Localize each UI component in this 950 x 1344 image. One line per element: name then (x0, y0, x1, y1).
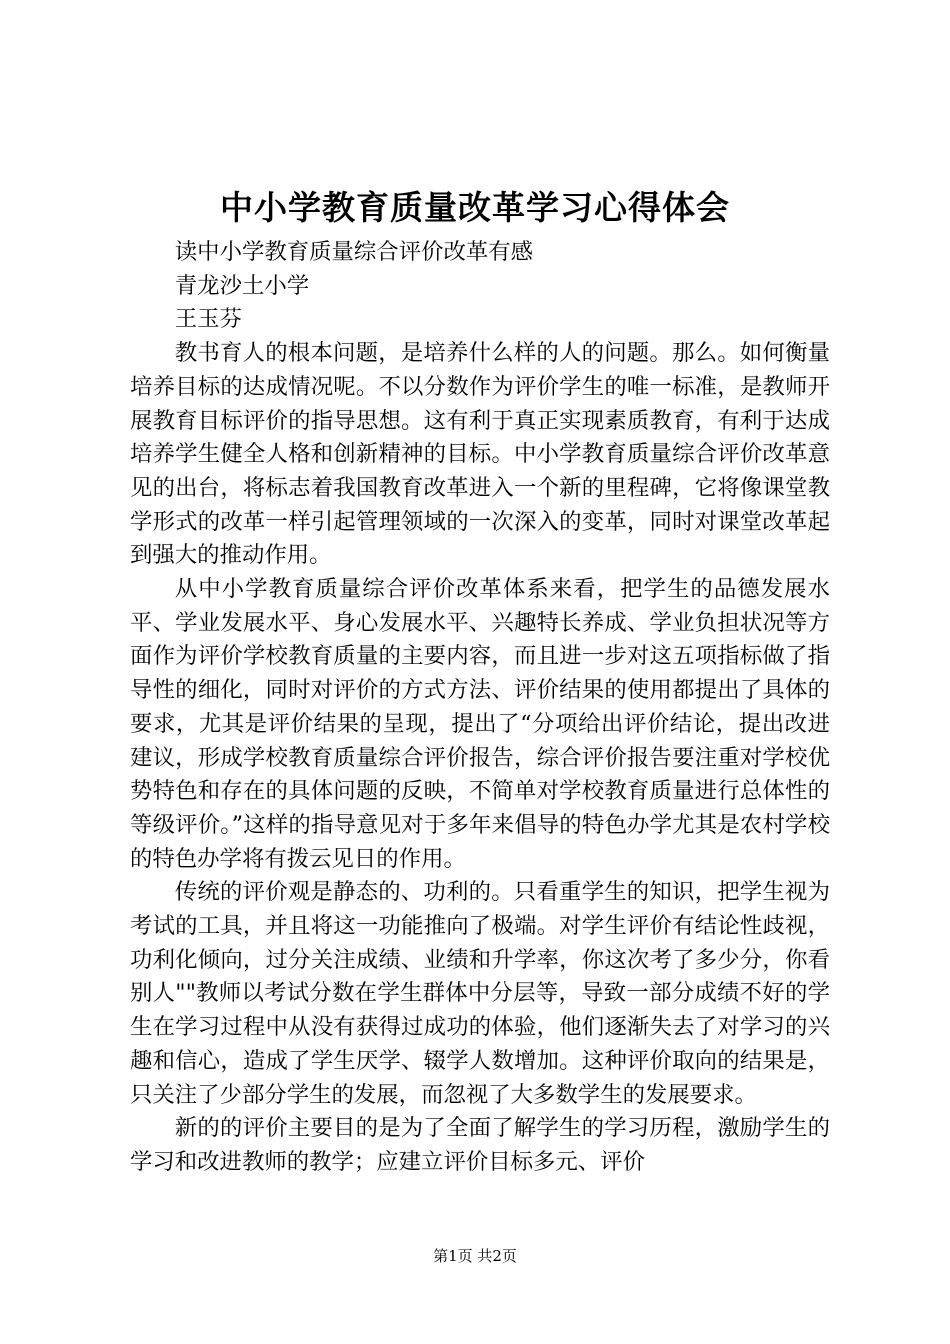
document-body (130, 236, 830, 1180)
paragraph-3: 传统的评价观是静态的、功利的。只看重学生的知识，把学生视为考试的工具，并且将这一功能推向了极端。对学生评价有结论性歧视，功利化倾向，过分关注成绩、业绩和升学率，你这次考了多少分，你看别人""教师以考试分数在学生群体中分层等，导致一部分成绩不好的学生在学习过程中从没有获得过成功的体验，他们逐渐失去了对学习的兴趣和信心，造成了学生厌学、辍学人数增加。这种评价取向的结果是，只关注了少部分学生的发展，而忽视了大多数学生的发展要求。 (130, 879, 830, 1108)
paragraph-1: 教书育人的根本问题，是培养什么样的人的问题。那么。如何衡量培养目标的达成情况呢。不以分数作为评价学生的唯一标准，是教师开展教育目标评价的指导思想。这有利于真正实现素质教育，有利于达成培养学生健全人格和创新精神的目标。中小学教育质量综合评价改革意见的出台，将标志着我国教育改革进入一个新的里程碑，它将像课堂教学形式的改革一样引起管理领域的一次深入的变革，同时对课堂改革起到强大的推动作用。 (130, 340, 830, 569)
school-name: 青龙沙土小学 (174, 272, 310, 299)
document-subtitle: 读中小学教育质量综合评价改革有感 (174, 239, 534, 265)
document-title: 中小学教育质量改革学习心得体会 (220, 188, 730, 227)
page-footer (0, 1246, 950, 1266)
paragraph-4: 新的的评价主要目的是为了全面了解学生的学习历程，激励学生的学习和改进教师的教学；应建立评价目标多元、评价 (130, 1115, 830, 1175)
page-indicator: 第1页 共2页 (433, 1247, 517, 1265)
author-name: 王玉芬 (174, 306, 242, 333)
paragraph-2: 从中小学教育质量综合评价改革体系来看，把学生的品德发展水平、学业发展水平、身心发展水平、兴趣特长养成、学业负担状况等方面作为评价学校教育质量的主要内容，而且进一步对这五项指标做了指导性的细化，同时对评价的方式方法、评价结果的使用都提出了具体的要求，尤其是评价结果的呈现，提出了“分项给出评价结论，提出改进建议，形成学校教育质量综合评价报告，综合评价报告要注重对学校优势特色和存在的具体问题的反映，不简单对学校教育质量进行总体性的等级评价。”这样的指导意见对于多年来倡导的特色办学尤其是农村学校的特色办学将有拨云见日的作用。 (130, 576, 830, 872)
